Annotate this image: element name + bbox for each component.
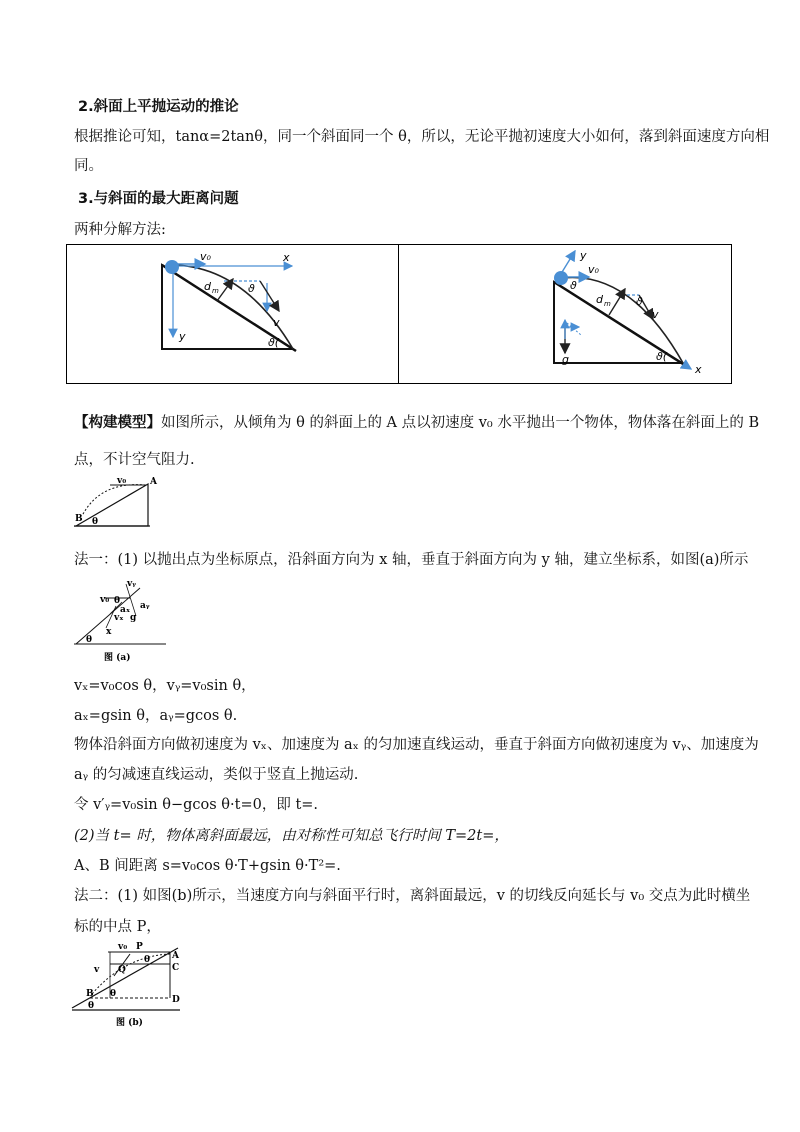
theta-label-middle: θ (110, 989, 117, 999)
vx-label: vₓ (114, 613, 124, 623)
ax-label: aₓ (120, 605, 131, 615)
projectile-ball (554, 271, 568, 285)
v0-label: v₀ (200, 250, 211, 263)
figure-a (70, 576, 170, 664)
section-2-paragraph-line1: 根据推论可知，tanα=2tanθ，同一个斜面同一个 θ，所以，无论平抛初速度大小如何，落到斜面速度方向相 (74, 129, 770, 145)
g-label: g (130, 613, 137, 623)
y-axis-label: y (179, 330, 186, 343)
g-label: g (562, 353, 569, 366)
equation-acceleration-components: aₓ=gsin θ，aᵧ=gcos θ. (74, 708, 238, 724)
theta-label-top: θ (114, 596, 121, 606)
theta-label-top: θ (144, 955, 151, 965)
projectile-ball (165, 260, 179, 274)
theta-label: θ (92, 517, 99, 527)
x-label: x (106, 627, 112, 637)
point-B-label: B (86, 989, 94, 999)
section-2-heading: 2.斜面上平抛运动的推论 (78, 99, 239, 115)
method2-paragraph1: 法二：(1) 如图(b)所示，当速度方向与斜面平行时，离斜面最远，v 的切线反向延长与 v₀ 交点为此时横坐 (74, 888, 751, 904)
section-2-paragraph-line2: 同。 (74, 158, 103, 174)
max-distance-arrow (609, 289, 625, 315)
d-label: d (596, 293, 603, 306)
v-label: v (94, 965, 100, 975)
point-A-label: A (150, 477, 157, 487)
figure-b-caption: 图 (b) (116, 1018, 143, 1028)
equation-velocity-components: vₓ=v₀cos θ，vᵧ=v₀sin θ， (74, 678, 256, 694)
trajectory-dashed (82, 485, 146, 516)
theta-label: ϑ (248, 282, 255, 295)
section-3-intro: 两种分解方法: (74, 222, 166, 238)
x-axis-label: x (695, 363, 702, 376)
theta-label-bottom: θ (86, 635, 93, 645)
v-label: v (652, 308, 659, 321)
theta-label-right: ϑ (636, 295, 643, 308)
d-subscript-label: m (212, 287, 219, 295)
ay-label: aᵧ (140, 601, 150, 611)
method1-paragraph3: aᵧ 的匀减速直线运动，类似于竖直上抛运动. (74, 767, 359, 783)
model-paragraph-line2: 点，不计空气阻力. (74, 452, 195, 468)
section-3-heading: 3.与斜面的最大距离问题 (78, 191, 239, 207)
model-paragraph-line1 (74, 413, 759, 433)
g-component-dashed (567, 323, 581, 335)
theta-label-bottom: θ (88, 1001, 95, 1011)
v0-label: v₀ (118, 942, 128, 952)
v0-label: v₀ (588, 263, 599, 276)
base-theta-label: ϑ( (656, 350, 668, 363)
theta-label-top: ϑ (570, 279, 577, 292)
v0-label: v₀ (117, 476, 127, 486)
method1-paragraph2: 物体沿斜面方向做初速度为 vₓ、加速度为 aₓ 的匀加速直线运动，垂直于斜面方向做初速度为 vᵧ、加速度为 (74, 737, 759, 753)
decomposition-figures-table (66, 244, 732, 384)
point-B-label: B (75, 514, 83, 524)
decomposition-figure-1 (67, 245, 398, 383)
method1-paragraph5: (2)当 t= 时，物体离斜面最远，由对称性可知总飞行时间 T=2t=， (74, 828, 509, 844)
base-theta-label: ϑ( (268, 336, 280, 349)
max-distance-arrow (217, 279, 233, 301)
v-label: v (273, 316, 280, 329)
method1-paragraph4: 令 v′ᵧ=v₀sin θ−gcos θ·t=0，即 t=. (74, 797, 319, 813)
x-axis-label: x (283, 251, 290, 264)
point-P-label: P (136, 942, 143, 952)
d-subscript-label: m (604, 300, 611, 308)
point-C-label: C (172, 963, 180, 973)
model-label: 【构建模型】 (74, 415, 161, 431)
incline-triangle (76, 484, 148, 526)
method1-paragraph1: 法一：(1) 以抛出点为坐标原点，沿斜面方向为 x 轴，垂直于斜面方向为 y 轴，建立坐标系，如图(a)所示 (74, 552, 749, 568)
method1-paragraph6: A、B 间距离 s=v₀cos θ·T+gsin θ·T²=. (74, 858, 341, 874)
y-axis-label: y (580, 249, 587, 262)
figure-a-caption: 图 (a) (104, 653, 131, 663)
vy-label: vᵧ (127, 579, 136, 589)
model-text: 如图所示，从倾角为 θ 的斜面上的 A 点以初速度 v₀ 水平抛出一个物体，物体落在斜面上的 B (161, 415, 760, 431)
incline-line (72, 948, 178, 1008)
v0-label: v₀ (100, 595, 110, 605)
point-D-label: D (172, 995, 180, 1005)
velocity-arrow (260, 281, 279, 311)
d-label: d (204, 280, 211, 293)
method2-paragraph2: 标的中点 P， (74, 919, 161, 935)
figure-b (70, 938, 190, 1028)
decomposition-figure-2 (399, 245, 732, 383)
point-A-label: A (172, 951, 179, 961)
point-Q-label: Q (118, 965, 126, 975)
model-figure (70, 476, 160, 534)
